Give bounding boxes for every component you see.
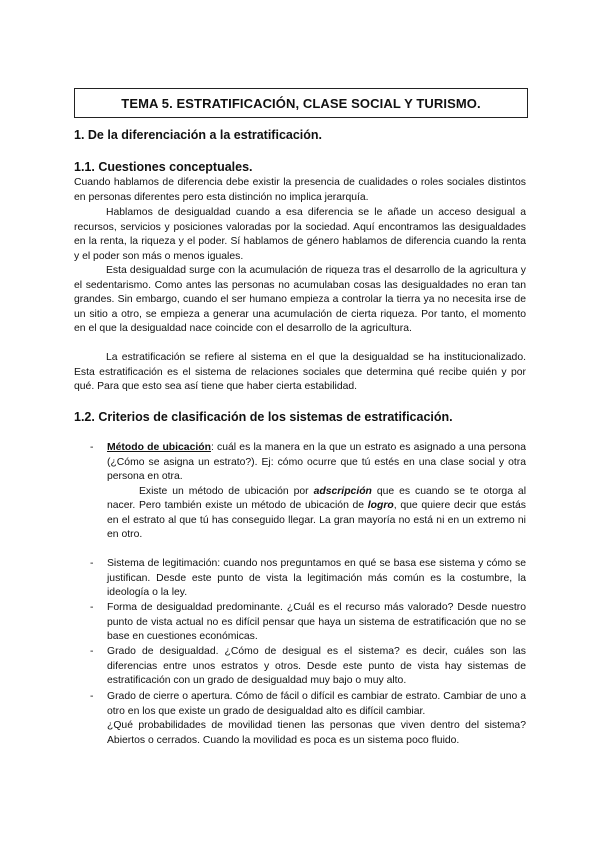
list-item-subparagraph [107,485,526,543]
term-definition: : cuál es la manera en la que un estrato es asignado a una persona (¿Cómo se asigna un estrato?). Ej: cómo ocurre que tú estés en una clase social y otra persona en otra. [107,442,526,483]
list-item-legitimacion [90,557,526,601]
bullet-dash: - [90,691,94,702]
bullet-dash: - [90,558,94,569]
list-item-text-continued: ¿Qué probabilidades de movilidad tienen las personas que viven dentro del sistema? Abiertos o cerrados. Cuando la movilidad es poca es un sistema poco fluido. [107,720,526,746]
title-box [74,88,528,118]
sub-text-a: Existe un método de ubicación por [139,485,314,497]
section-1-1-heading: 1.1. Cuestiones conceptuales. [74,160,253,174]
bullet-dash: - [90,442,94,453]
list-item-metodo-ubicacion [90,441,526,543]
section-1-heading: 1. De la diferenciación a la estratificación. [74,128,323,142]
page-title: TEMA 5. ESTRATIFICACIÓN, CLASE SOCIAL Y TURISMO. [121,95,481,111]
list-item-text: Forma de desigualdad predominante. ¿Cuál es el recurso más valorado? Desde nuestro punto de vista actual no es difícil pensar que haya un sistema de estratificación que no se base en cuestiones económicas. [107,602,526,643]
list-item-text [107,441,526,485]
list-item-grado-cierre [90,690,526,748]
bullet-dash: - [90,646,94,657]
paragraph-1: Cuando hablamos de diferencia debe existir la presencia de cualidades o roles sociales distintos en personas diferentes pero esta distinción no implica jerarquía. [74,177,526,203]
keyword-logro: logro [367,500,394,512]
sub-text-b: que es cuando se te otorga al nacer. Pero también existe un método de ubicación de [107,485,527,512]
list-item-forma-desigualdad [90,601,526,645]
list-item-grado-desigualdad [90,645,526,689]
keyword-adscripcion: adscripción [313,485,372,497]
list-item-text: Grado de desigualdad. ¿Cómo de desigual es el sistema? es decir, cuáles son las diferencias entre unos estratos y otros. Desde este punto de vista hay sistemas de estratificación con un grado de desigualdad muy bajo o muy alto. [107,646,526,687]
list-item-text: Sistema de legitimación: cuando nos preguntamos en qué se basa ese sistema y cómo se justifican. Desde este punto de vista la legitimación más común es la costumbre, la ideología o la ley. [107,558,526,599]
paragraph-3: Esta desigualdad surge con la acumulación de riqueza tras el desarrollo de la agricultura y el sedentarismo. Como antes las personas no acumulaban cosas las desigualdades no eran tan grandes. Sin embargo, cuando el ser humano empieza a controlar la tierra ya no necesita irse de un sitio a otro, se empieza a generar una acumulación de cierta riqueza. Por tanto, el momento en el que la desigualdad nace coincide con el desarrollo de la agricultura. [74,265,526,335]
sub-text-c: , que quiere decir que estás en el estrato al que tú has conseguido llegar. La gran mayoría no está ni en un extremo ni en otro. [107,500,527,541]
paragraph-2: Hablamos de desigualdad cuando a esa diferencia se le añade un acceso desigual a recursos, servicios y posiciones valoradas por la sociedad. Aquí encontramos las desigualdades en la renta, la riqueza y el poder. Sí hablamos de género hablamos de diferencia cuando la renta y el poder son más o menos iguales. [74,207,526,262]
term-metodo-ubicacion: Método de ubicación [107,442,211,453]
section-1-2-heading: 1.2. Criterios de clasificación de los sistemas de estratificación. [74,410,453,424]
paragraph-4: La estratificación se refiere al sistema en el que la desigualdad se ha institucionalizado. Esta estratificación es el sistema de relaciones sociales que determina qué recibe quién y por qué. Para que esto sea así tiene que haber cierta estabilidad. [74,352,526,393]
bullet-dash: - [90,602,94,613]
list-item-text: Grado de cierre o apertura. Cómo de fácil o difícil es cambiar de estrato. Cambiar de uno a otro en los que existe un grado de desigualdad alto es difícil cambiar. [107,691,526,717]
